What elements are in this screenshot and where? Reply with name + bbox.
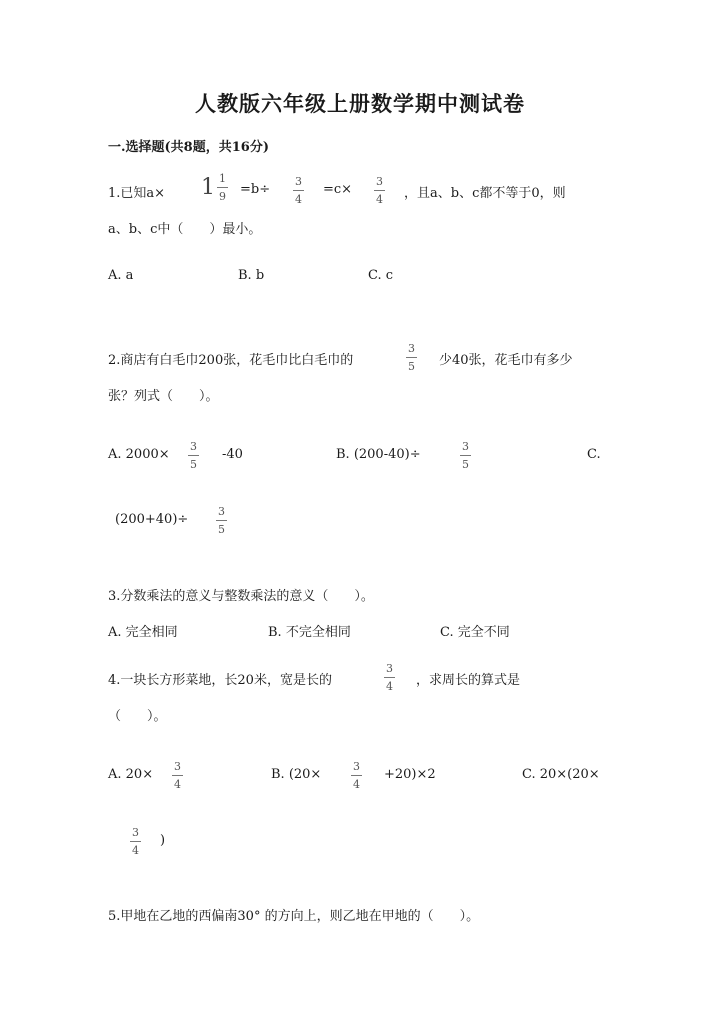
q1-option-c[interactable]: C. c: [368, 268, 394, 283]
section-heading: 一.选择题(共8题，共16分): [108, 140, 269, 155]
q2-text-part1: 2.商店有白毛巾200张，花毛巾比白毛巾的: [108, 353, 354, 368]
fraction-bar: [460, 455, 471, 456]
q4-a-denominator: 4: [174, 778, 181, 791]
q1-mixed-number: [201, 173, 228, 202]
q4-f-denominator: 4: [386, 680, 393, 693]
q4-text-part2: ，求周长的算式是: [416, 673, 521, 688]
q1-text-part1: 1.已知a×: [108, 186, 166, 201]
q3-option-a[interactable]: A. 完全相同: [108, 625, 178, 640]
q4-c-numerator: 3: [132, 826, 139, 839]
q1-mixed-whole: 1: [201, 175, 215, 200]
q4-option-b-fraction: [351, 761, 362, 790]
q2-fraction: [406, 343, 417, 372]
q4-f-numerator: 3: [386, 662, 393, 675]
q1-f2-denominator: 4: [376, 193, 383, 206]
q4-option-b-prefix: B. (20×: [271, 767, 322, 782]
q1-f2-numerator: 3: [376, 175, 383, 188]
fraction-bar: [130, 841, 141, 842]
q2-c-denominator: 5: [218, 523, 225, 536]
fraction-bar: [406, 357, 417, 358]
q2-option-b-prefix: B. (200-40)÷: [336, 447, 421, 462]
q2-text-part2: 少40张，花毛巾有多少: [439, 353, 573, 368]
q4-option-a-fraction: [172, 761, 183, 790]
fraction-bar: [384, 677, 395, 678]
q1-f1-denominator: 4: [295, 193, 302, 206]
q1-fraction-1: [293, 176, 304, 205]
page-title: 人教版六年级上册数学期中测试卷: [195, 91, 525, 116]
q3-option-c[interactable]: C. 完全不同: [440, 625, 510, 640]
fraction-bar: [216, 520, 227, 521]
q4-b-denominator: 4: [353, 778, 360, 791]
q4-fraction: [384, 663, 395, 692]
q4-a-numerator: 3: [174, 760, 181, 773]
q1-text-part4: ，且a、b、c都不等于0，则: [404, 186, 566, 201]
q2-option-a-suffix: -40: [222, 447, 243, 462]
q2-option-c-label: C.: [587, 447, 601, 462]
q2-option-c-fraction: [216, 506, 227, 535]
q3-text: 3.分数乘法的意义与整数乘法的意义（ ）。: [108, 589, 374, 604]
fraction-bar: [293, 190, 304, 191]
q2-c-numerator: 3: [218, 505, 225, 518]
q1-fraction-2: [374, 176, 385, 205]
q2-option-c-prefix: (200+40)÷: [115, 512, 189, 527]
q1-text-line2: a、b、c中（ ）最小。: [108, 222, 262, 237]
q2-option-b-fraction: [460, 441, 471, 470]
q2-option-a-fraction: [188, 441, 199, 470]
q2-b-denominator: 5: [462, 458, 469, 471]
q1-mixed-numerator: 1: [219, 172, 226, 185]
q2-f-denominator: 5: [408, 360, 415, 373]
fraction-bar: [374, 190, 385, 191]
q4-option-a-prefix: A. 20×: [108, 767, 154, 782]
q5-text: 5.甲地在乙地的西偏南30° 的方向上，则乙地在甲地的（ ）。: [108, 909, 480, 924]
q2-a-denominator: 5: [190, 458, 197, 471]
q2-text-line2: 张？列式（ ）。: [108, 389, 219, 404]
q2-option-a-prefix: A. 2000×: [108, 447, 170, 462]
q2-f-numerator: 3: [408, 342, 415, 355]
fraction-bar: [217, 187, 228, 188]
q4-b-numerator: 3: [353, 760, 360, 773]
q4-option-b-suffix: +20)×2: [384, 767, 436, 782]
q1-mixed-fraction: [217, 173, 228, 202]
q4-c-denominator: 4: [132, 844, 139, 857]
fraction-bar: [351, 775, 362, 776]
q3-option-b[interactable]: B. 不完全相同: [268, 625, 351, 640]
q1-option-b[interactable]: B. b: [238, 268, 265, 283]
q1-text-part2: =b÷: [240, 182, 271, 197]
q1-option-a[interactable]: A. a: [108, 268, 134, 283]
q1-text-part3: =c×: [323, 182, 353, 197]
q2-b-numerator: 3: [462, 440, 469, 453]
q1-f1-numerator: 3: [295, 175, 302, 188]
q4-option-c-prefix: C. 20×(20×: [522, 767, 600, 782]
fraction-bar: [188, 455, 199, 456]
q4-option-c-fraction: [130, 827, 141, 856]
q1-mixed-denominator: 9: [219, 190, 226, 203]
q2-a-numerator: 3: [190, 440, 197, 453]
fraction-bar: [172, 775, 183, 776]
q4-text-line2: （ ）。: [108, 709, 167, 724]
q4-option-c-suffix: ): [160, 833, 166, 848]
q4-text-part1: 4.一块长方形菜地，长20米，宽是长的: [108, 673, 332, 688]
